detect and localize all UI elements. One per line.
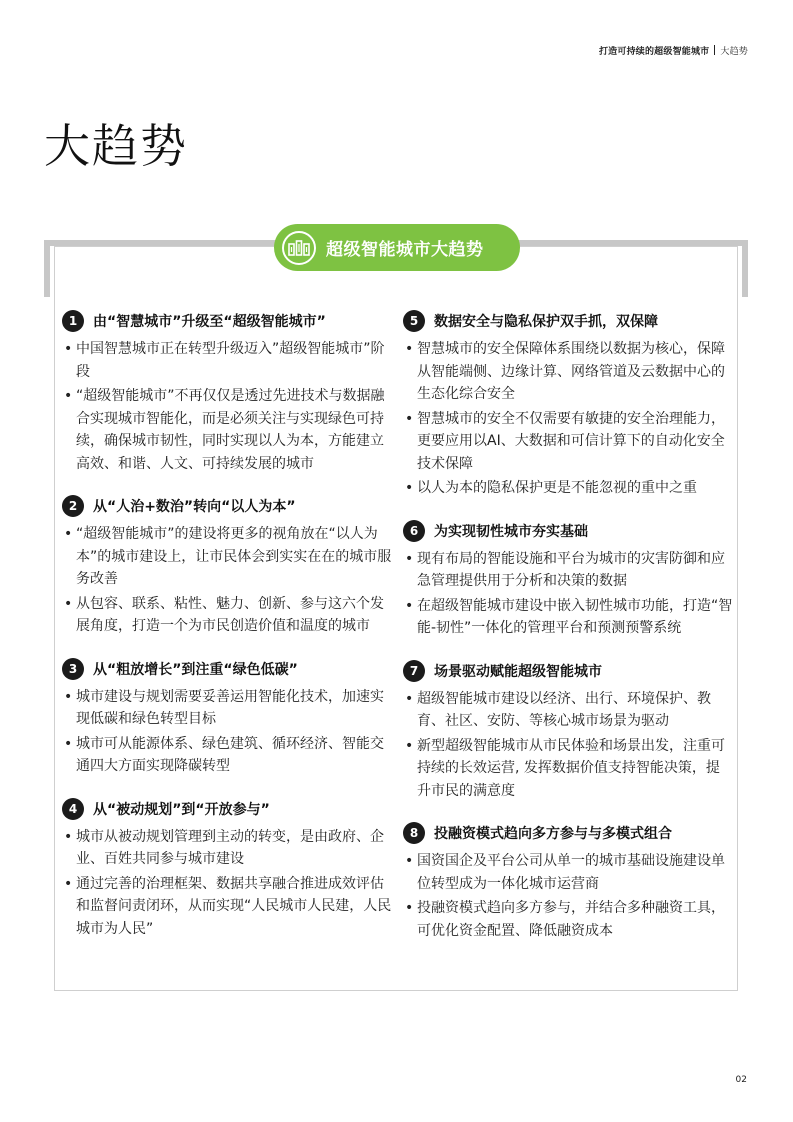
page-title: 大趋势 bbox=[44, 119, 188, 173]
trend-section bbox=[62, 495, 392, 638]
trend-heading bbox=[62, 310, 392, 332]
trend-title: 从“被动规划”到“开放参与” bbox=[93, 801, 270, 818]
bullet-item: • 现有布局的智能设施和平台为城市的灾害防御和应急管理提供用于分析和决策的数据 bbox=[403, 548, 733, 593]
trend-heading bbox=[403, 822, 733, 844]
trend-bullet-list bbox=[62, 523, 392, 638]
trend-number-badge: 6 bbox=[403, 520, 425, 542]
trend-bullet-list bbox=[403, 688, 733, 803]
trends-column-left bbox=[62, 310, 392, 960]
bullet-item: • 通过完善的治理框架、数据共享融合推进成效评估和监督问责闭环，从而实现“人民城市人民建，人民城市为人民” bbox=[62, 873, 392, 941]
bullet-item: • 以人为本的隐私保护更是不能忽视的重中之重 bbox=[403, 477, 733, 500]
bullet-item: • 城市从被动规划管理到主动的转变，是由政府、企业、百姓共同参与城市建设 bbox=[62, 826, 392, 871]
trend-section bbox=[403, 822, 733, 942]
frame-right-bar bbox=[742, 240, 748, 297]
bullet-item: • 智慧城市的安全不仅需要有敏捷的安全治理能力，更要应用以AI、大数据和可信计算下的自动化安全技术保障 bbox=[403, 408, 733, 476]
header-section: 大趋势 bbox=[720, 47, 748, 57]
trend-number-badge: 7 bbox=[403, 660, 425, 682]
bullet-item: • “超级智能城市”的建设将更多的视角放在“以人为本”的城市建设上，让市民体会到实实在在的城市服务改善 bbox=[62, 523, 392, 591]
bullet-item: • 新型超级智能城市从市民体验和场景出发，注重可持续的长效运营, 发挥数据价值支持智能决策，提升市民的满意度 bbox=[403, 735, 733, 803]
trend-section bbox=[62, 798, 392, 941]
trends-column-right bbox=[403, 310, 733, 962]
trend-section bbox=[403, 660, 733, 803]
trend-number-badge: 1 bbox=[62, 310, 84, 332]
report-title: 打造可持续的超级智能城市 bbox=[598, 47, 710, 57]
page-number: 02 bbox=[735, 1075, 747, 1085]
bullet-item: • 投融资模式趋向多方参与，并结合多种融资工具，可优化资金配置、降低融资成本 bbox=[403, 897, 733, 942]
bullet-item: • 国资国企及平台公司从单一的城市基础设施建设单位转型成为一体化城市运营商 bbox=[403, 850, 733, 895]
trend-bullet-list bbox=[403, 338, 733, 500]
running-header bbox=[599, 44, 748, 57]
header-divider bbox=[714, 45, 715, 55]
trend-title: 由“智慧城市”升级至“超级智能城市” bbox=[93, 314, 326, 330]
trend-heading bbox=[62, 798, 392, 820]
trend-section bbox=[403, 310, 733, 500]
bullet-item: • “超级智能城市”不再仅仅是透过先进技术与数据融合实现城市智能化，而是必须关注与实现绿色可持续，确保城市韧性，同时实现以人为本，方能建立高效、和谐、人文、可持续发展的城市 bbox=[62, 385, 392, 475]
trend-bullet-list bbox=[403, 548, 733, 640]
bullet-item: • 城市可从能源体系、绿色建筑、循环经济、智能交通四大方面实现降碳转型 bbox=[62, 733, 392, 778]
trend-heading bbox=[403, 520, 733, 542]
trend-number-badge: 4 bbox=[62, 798, 84, 820]
trend-bullet-list bbox=[62, 826, 392, 941]
bullet-item: • 智慧城市的安全保障体系围绕以数据为核心，保障从智能端侧、边缘计算、网络管道及云数据中心的生态化综合安全 bbox=[403, 338, 733, 406]
trend-title: 从“人治+数治”转向“以人为本” bbox=[93, 499, 296, 515]
trend-heading bbox=[403, 310, 733, 332]
trend-heading bbox=[403, 660, 733, 682]
trend-title: 场景驱动赋能超级智能城市 bbox=[434, 663, 602, 680]
frame-left-bar bbox=[44, 240, 50, 297]
trend-number-badge: 2 bbox=[62, 495, 84, 517]
trend-section bbox=[403, 520, 733, 640]
trend-bullet-list bbox=[62, 686, 392, 778]
trend-heading bbox=[62, 495, 392, 517]
trend-section bbox=[62, 658, 392, 778]
trend-bullet-list bbox=[62, 338, 392, 475]
trend-bullet-list bbox=[403, 850, 733, 942]
bullet-item: • 超级智能城市建设以经济、出行、环境保护、教育、社区、安防、等核心城市场景为驱动 bbox=[403, 688, 733, 733]
bullet-item: • 城市建设与规划需要妥善运用智能化技术，加速实现低碳和绿色转型目标 bbox=[62, 686, 392, 731]
trend-title: 从“粗放增长”到注重“绿色低碳” bbox=[93, 661, 298, 678]
trend-section bbox=[62, 310, 392, 475]
trend-number-badge: 3 bbox=[62, 658, 84, 680]
trend-title: 为实现韧性城市夯实基础 bbox=[434, 523, 588, 540]
bullet-item: • 在超级智能城市建设中嵌入韧性城市功能，打造“智能-韧性”一体化的管理平台和预测预警系统 bbox=[403, 595, 733, 640]
trend-title: 数据安全与隐私保护双手抓，双保障 bbox=[434, 314, 658, 330]
trend-number-badge: 5 bbox=[403, 310, 425, 332]
trend-heading bbox=[62, 658, 392, 680]
trend-number-badge: 8 bbox=[403, 822, 425, 844]
bullet-item: • 中国智慧城市正在转型升级迈入”超级智能城市”阶段 bbox=[62, 338, 392, 383]
banner bbox=[274, 224, 520, 271]
city-buildings-icon bbox=[282, 231, 316, 265]
banner-title: 超级智能城市大趋势 bbox=[326, 240, 484, 260]
bullet-item: • 从包容、联系、粘性、魅力、创新、参与这六个发展角度，打造一个为市民创造价值和温度的城市 bbox=[62, 593, 392, 638]
trend-title: 投融资模式趋向多方参与与多模式组合 bbox=[434, 826, 672, 842]
